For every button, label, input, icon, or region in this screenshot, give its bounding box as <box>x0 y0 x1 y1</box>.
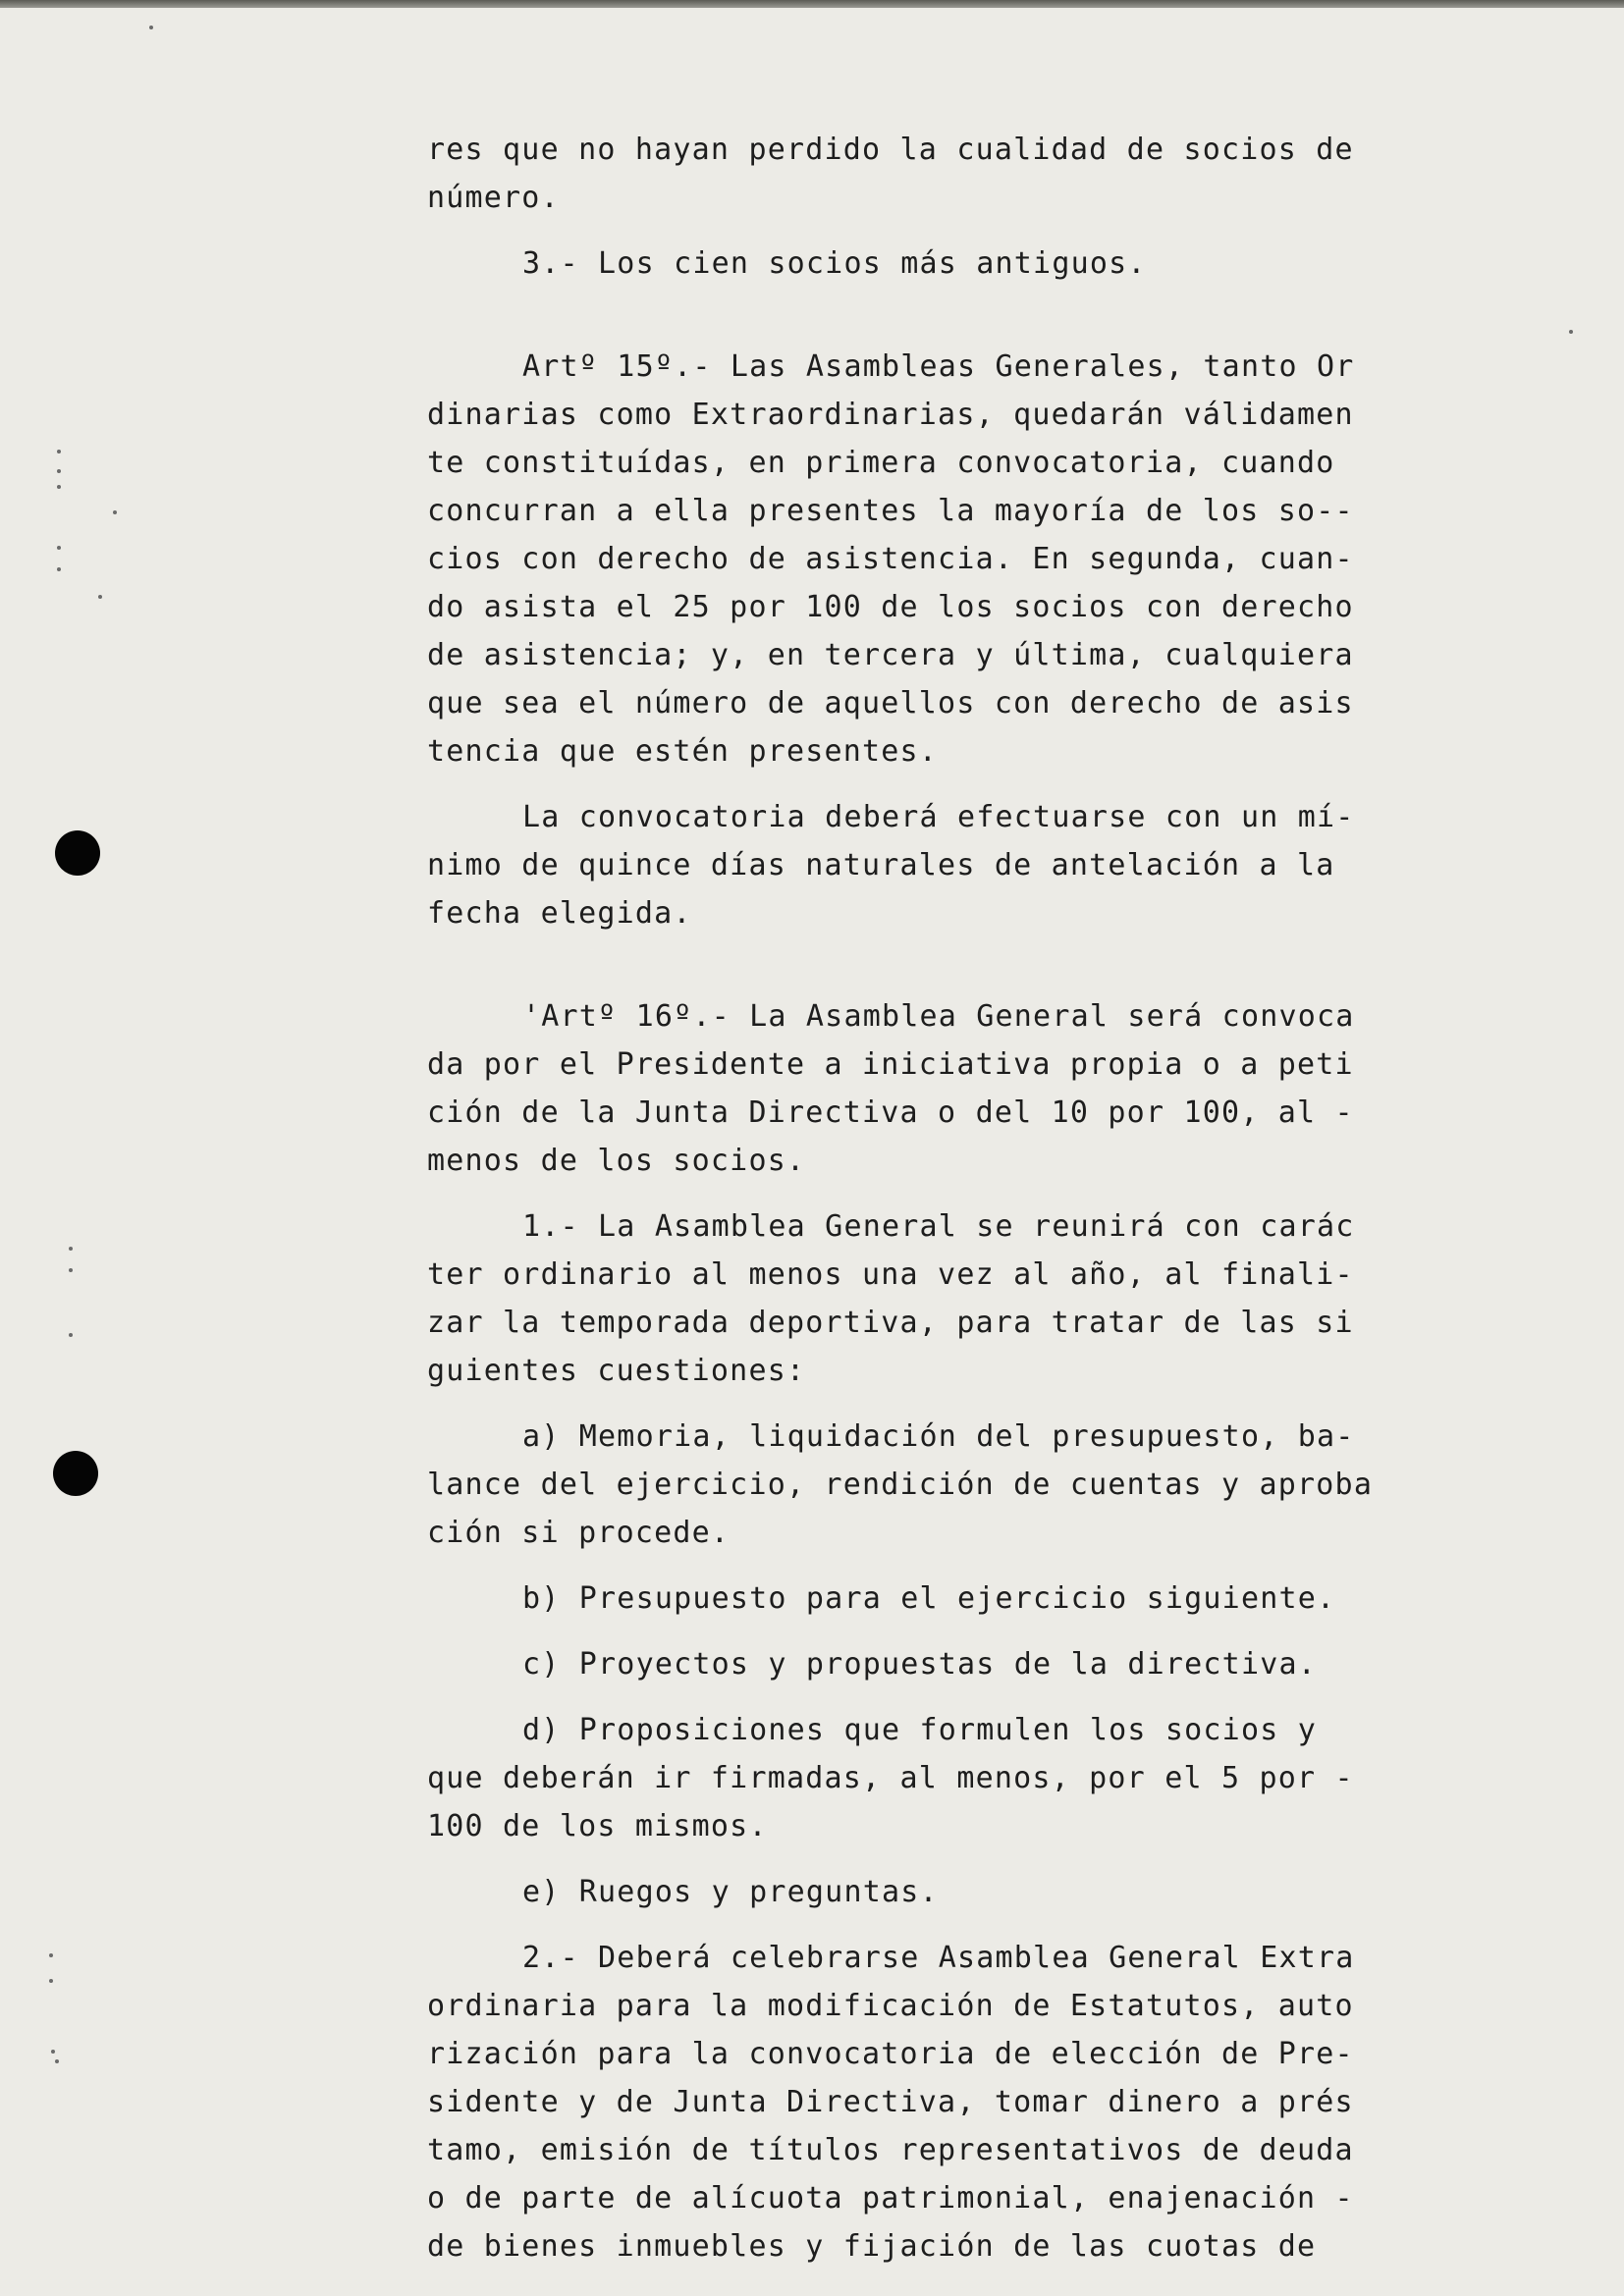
text-line: 3.- Los cien socios más antiguos. <box>522 246 1147 281</box>
scan-speck <box>49 1979 53 1983</box>
text-line: lance del ejercicio, rendición de cuentas y aproba <box>427 1468 1374 1502</box>
text-line: ción si procede. <box>427 1516 731 1550</box>
scan-speck <box>57 567 61 571</box>
item-e <box>427 1868 1419 1916</box>
text-line: tencia que estén presentes. <box>427 734 939 769</box>
punch-hole-lower <box>53 1451 98 1496</box>
text-line: zar la temporada deportiva, para tratar de las si <box>427 1306 1354 1340</box>
text-line: e) Ruegos y preguntas. <box>522 1875 939 1909</box>
scan-speck <box>57 469 61 473</box>
scan-speck <box>51 2050 55 2054</box>
section-1 <box>427 1202 1419 1395</box>
text-line: a) Memoria, liquidación del presupuesto, ba- <box>522 1419 1355 1454</box>
item-b <box>427 1575 1419 1623</box>
text-line: da por el Presidente a iniciativa propia o a peti <box>427 1047 1354 1082</box>
text-line: La convocatoria deberá efectuarse con un mí- <box>522 800 1355 834</box>
page-text <box>427 126 1419 2270</box>
text-line: que deberán ir firmadas, al menos, por el 5 por - <box>427 1761 1354 1795</box>
text-line: o de parte de alícuota patrimonial, enajenación - <box>427 2181 1354 2216</box>
scan-speck <box>1569 330 1573 334</box>
text-line: número. <box>427 181 560 215</box>
text-line: 'Artº 16º.- La Asamblea General será convoca <box>522 999 1355 1034</box>
text-line: tamo, emisión de títulos representativos de deuda <box>427 2133 1354 2167</box>
scan-speck <box>113 510 117 514</box>
text-line: c) Proyectos y propuestas de la directiva. <box>522 1647 1317 1682</box>
section-2 <box>427 1934 1419 2270</box>
text-line: fecha elegida. <box>427 896 692 931</box>
convocatoria-paragraph <box>427 793 1419 937</box>
text-line: que sea el número de aquellos con derecho de asis <box>427 686 1354 721</box>
text-line: res que no hayan perdido la cualidad de socios de <box>427 133 1354 167</box>
item-a <box>427 1413 1419 1557</box>
scan-speck <box>57 546 61 550</box>
scan-speck <box>57 485 61 489</box>
scan-speck <box>69 1333 73 1337</box>
text-line: nimo de quince días naturales de antelación a la <box>427 848 1335 882</box>
text-line: b) Presupuesto para el ejercicio siguiente. <box>522 1581 1336 1616</box>
text-line: guientes cuestiones: <box>427 1354 806 1388</box>
text-line: do asista el 25 por 100 de los socios con derecho <box>427 590 1354 624</box>
text-line: ter ordinario al menos una vez al año, al finali- <box>427 1257 1354 1292</box>
punch-hole-upper <box>55 830 100 876</box>
text-line: concurran a ella presentes la mayoría de los so-- <box>427 494 1354 528</box>
text-line: ordinaria para la modificación de Estatutos, auto <box>427 1989 1354 2023</box>
text-line: 100 de los mismos. <box>427 1809 768 1843</box>
text-line: dinarias como Extraordinarias, quedarán válidamen <box>427 398 1354 432</box>
text-line: cios con derecho de asistencia. En segunda, cuan- <box>427 542 1354 576</box>
list-item-3 <box>427 240 1419 288</box>
text-line: menos de los socios. <box>427 1144 806 1178</box>
article-15 <box>427 343 1419 775</box>
scan-speck <box>98 595 102 599</box>
text-line: ción de la Junta Directiva o del 10 por 100, al - <box>427 1095 1354 1130</box>
text-line: te constituídas, en primera convocatoria, cuando <box>427 446 1335 480</box>
scan-speck <box>57 450 61 454</box>
scan-speck <box>55 2059 59 2063</box>
paragraph-continuation <box>427 126 1419 222</box>
scan-speck <box>149 26 153 29</box>
text-line: Artº 15º.- Las Asambleas Generales, tanto Or <box>522 349 1355 384</box>
text-line: sidente y de Junta Directiva, tomar dinero a prés <box>427 2085 1354 2119</box>
scan-top-edge <box>0 0 1624 8</box>
scan-speck <box>69 1268 73 1272</box>
article-16 <box>427 992 1419 1185</box>
text-line: rización para la convocatoria de elección de Pre- <box>427 2037 1354 2071</box>
text-line: de asistencia; y, en tercera y última, cualquiera <box>427 638 1354 672</box>
text-line: d) Proposiciones que formulen los socios y <box>522 1713 1317 1747</box>
text-line: de bienes inmuebles y fijación de las cuotas de <box>427 2229 1317 2264</box>
scan-speck <box>69 1247 73 1251</box>
scan-speck <box>49 1953 53 1957</box>
item-d <box>427 1706 1419 1850</box>
text-line: 2.- Deberá celebrarse Asamblea General Extra <box>522 1941 1355 1975</box>
item-c <box>427 1640 1419 1688</box>
text-line: 1.- La Asamblea General se reunirá con carác <box>522 1209 1355 1244</box>
